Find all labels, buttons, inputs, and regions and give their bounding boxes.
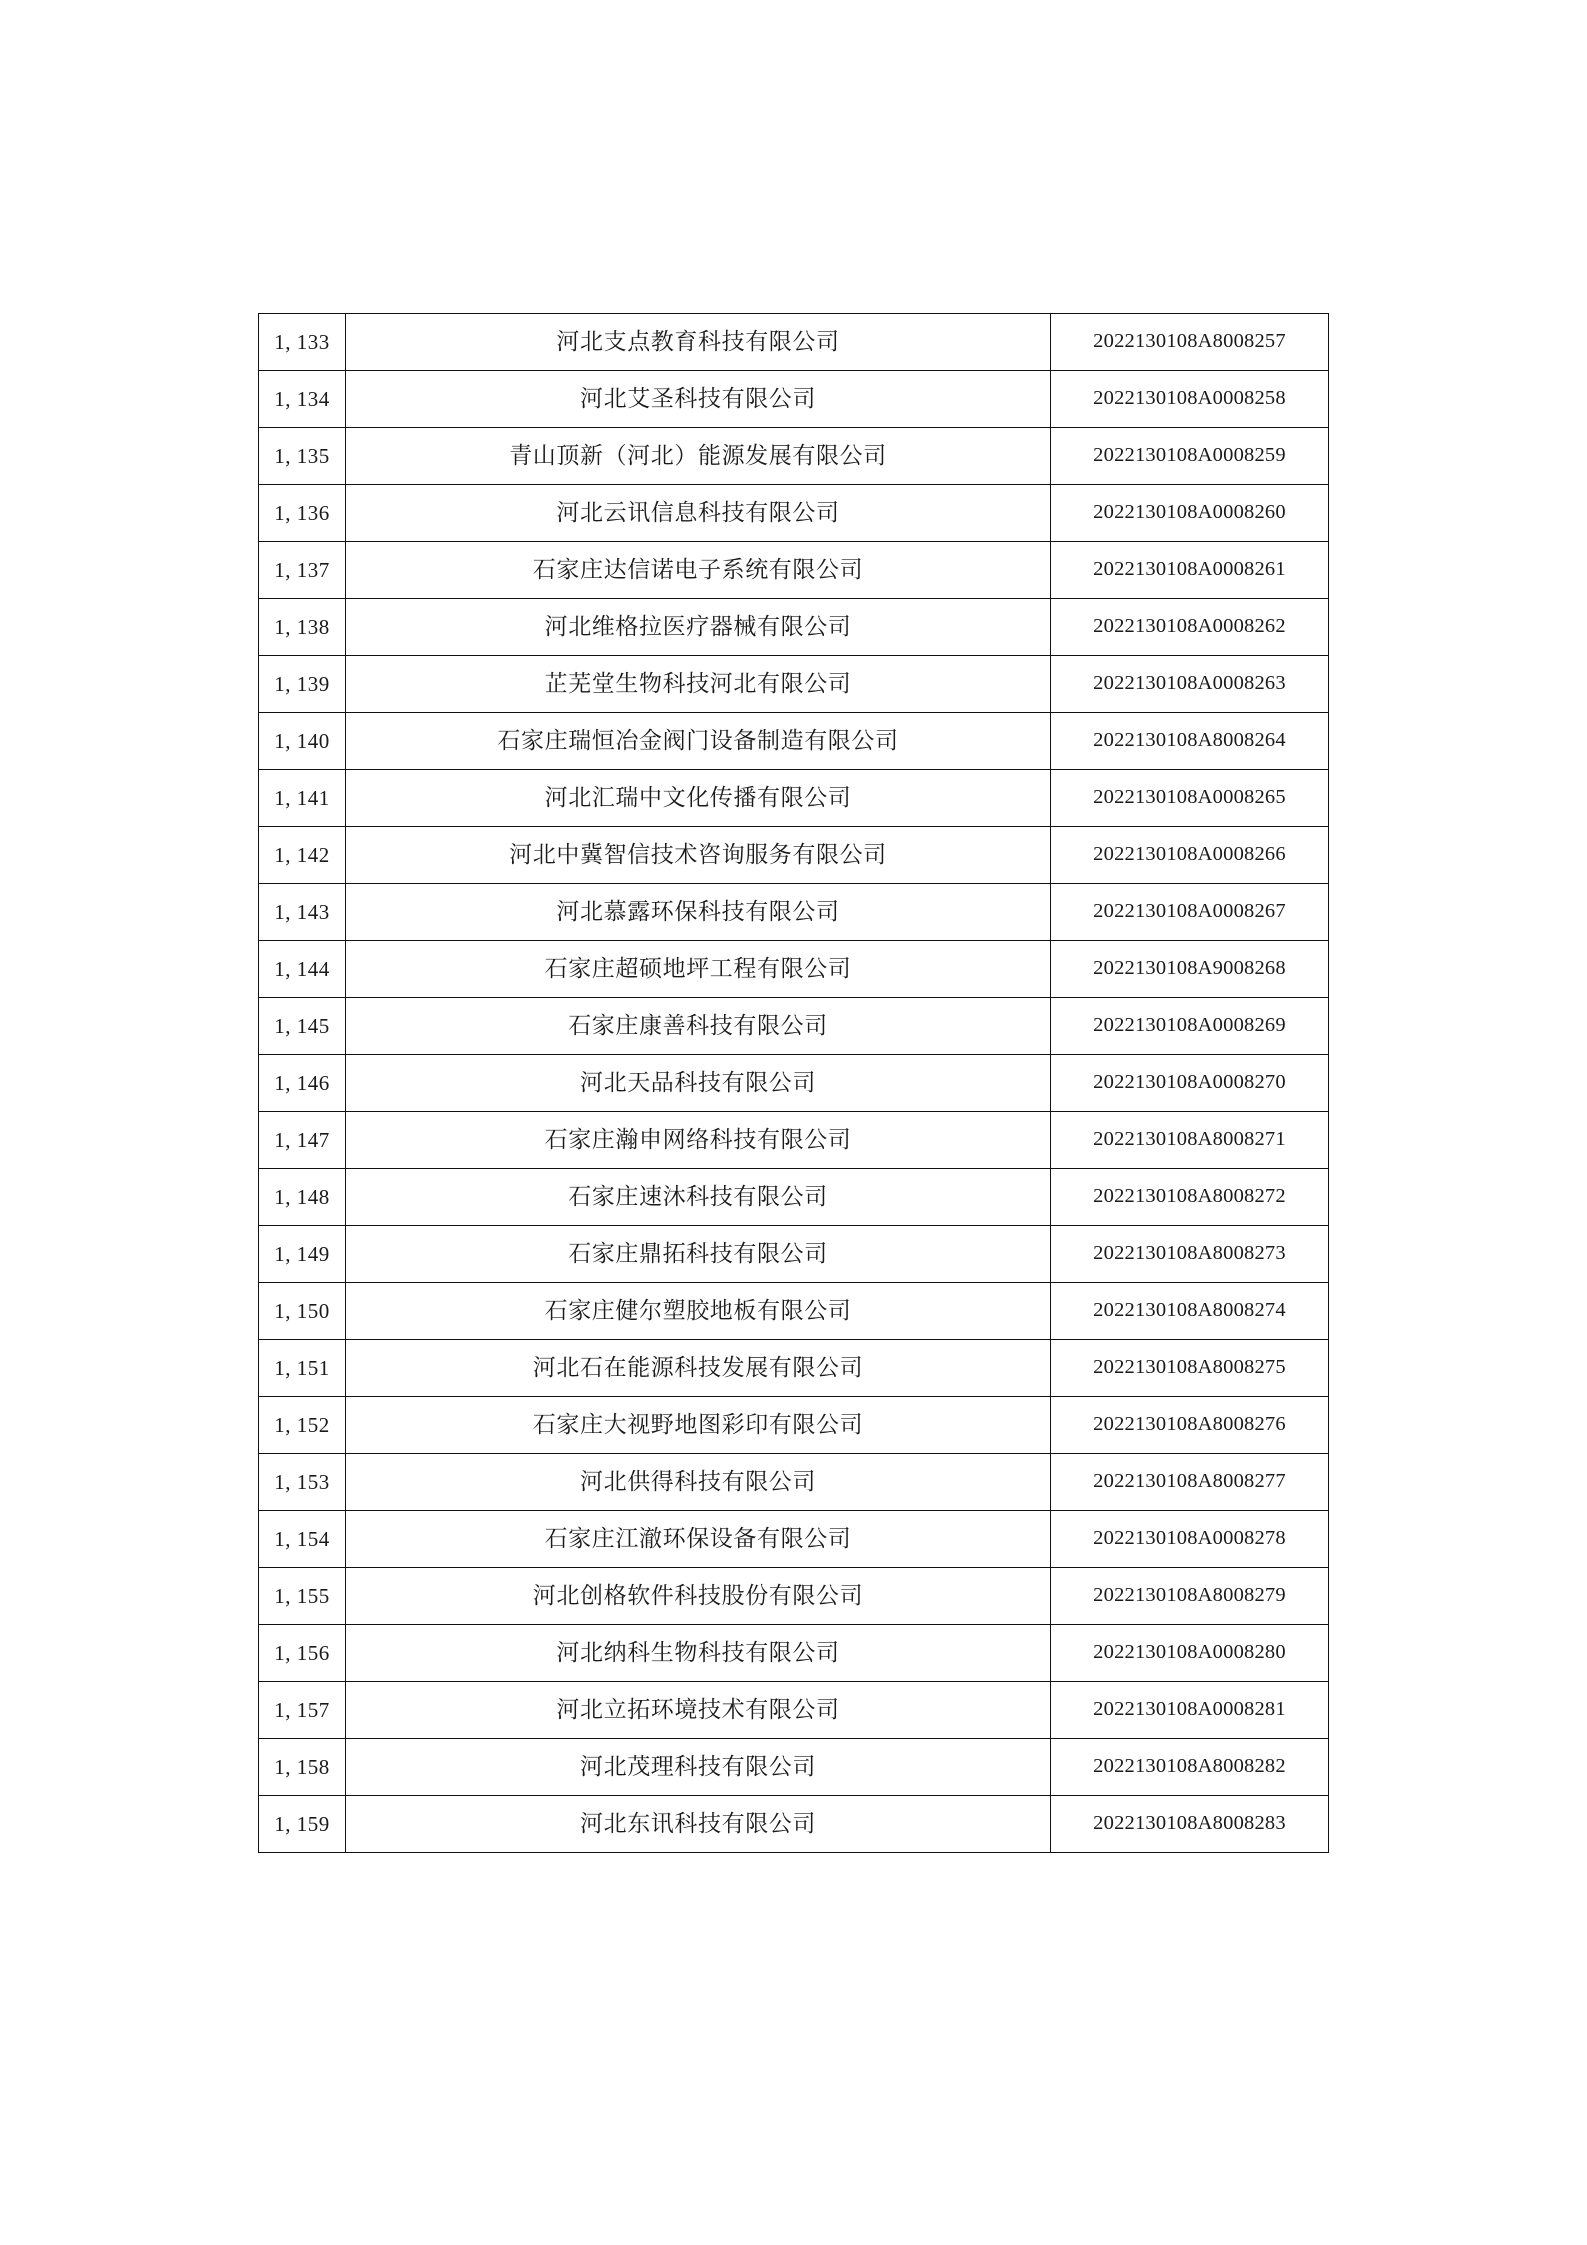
- table-row: [259, 1739, 1329, 1796]
- company-name-cell: 河北立拓环境技术有限公司: [346, 1682, 1051, 1739]
- registration-code-cell: 2022130108A0008259: [1051, 428, 1329, 485]
- company-name-cell: 石家庄健尔塑胶地板有限公司: [346, 1283, 1051, 1340]
- table-row: [259, 1454, 1329, 1511]
- company-name-cell: 河北纳科生物科技有限公司: [346, 1625, 1051, 1682]
- row-index-cell: 1, 147: [259, 1112, 346, 1169]
- table-row: [259, 656, 1329, 713]
- table-row: [259, 1055, 1329, 1112]
- registration-code-cell: 2022130108A8008277: [1051, 1454, 1329, 1511]
- registration-code-cell: 2022130108A0008266: [1051, 827, 1329, 884]
- row-index-cell: 1, 158: [259, 1739, 346, 1796]
- table-row: [259, 998, 1329, 1055]
- table-row: [259, 1283, 1329, 1340]
- table-row: [259, 428, 1329, 485]
- registration-code-cell: 2022130108A8008273: [1051, 1226, 1329, 1283]
- table-row: [259, 1511, 1329, 1568]
- company-name-cell: 河北支点教育科技有限公司: [346, 314, 1051, 371]
- registration-code-cell: 2022130108A0008262: [1051, 599, 1329, 656]
- company-name-cell: 石家庄康善科技有限公司: [346, 998, 1051, 1055]
- row-index-cell: 1, 150: [259, 1283, 346, 1340]
- row-index-cell: 1, 140: [259, 713, 346, 770]
- company-name-cell: 河北创格软件科技股份有限公司: [346, 1568, 1051, 1625]
- table-row: [259, 1169, 1329, 1226]
- registration-code-cell: 2022130108A8008276: [1051, 1397, 1329, 1454]
- registration-code-cell: 2022130108A8008264: [1051, 713, 1329, 770]
- registration-code-cell: 2022130108A0008281: [1051, 1682, 1329, 1739]
- row-index-cell: 1, 159: [259, 1796, 346, 1853]
- company-registry-table: [258, 313, 1329, 1853]
- company-name-cell: 石家庄江澈环保设备有限公司: [346, 1511, 1051, 1568]
- company-name-cell: 石家庄瑞恒冶金阀门设备制造有限公司: [346, 713, 1051, 770]
- row-index-cell: 1, 145: [259, 998, 346, 1055]
- company-name-cell: 河北供得科技有限公司: [346, 1454, 1051, 1511]
- company-name-cell: 芷芜堂生物科技河北有限公司: [346, 656, 1051, 713]
- registration-code-cell: 2022130108A8008257: [1051, 314, 1329, 371]
- registration-code-cell: 2022130108A0008260: [1051, 485, 1329, 542]
- row-index-cell: 1, 135: [259, 428, 346, 485]
- row-index-cell: 1, 156: [259, 1625, 346, 1682]
- registration-code-cell: 2022130108A9008268: [1051, 941, 1329, 998]
- table-row: [259, 599, 1329, 656]
- registration-code-cell: 2022130108A8008279: [1051, 1568, 1329, 1625]
- registration-code-cell: 2022130108A0008265: [1051, 770, 1329, 827]
- table-row: [259, 1397, 1329, 1454]
- row-index-cell: 1, 134: [259, 371, 346, 428]
- company-name-cell: 河北汇瑞中文化传播有限公司: [346, 770, 1051, 827]
- registration-code-cell: 2022130108A0008270: [1051, 1055, 1329, 1112]
- row-index-cell: 1, 157: [259, 1682, 346, 1739]
- company-name-cell: 石家庄速沐科技有限公司: [346, 1169, 1051, 1226]
- company-registry-table-container: [258, 313, 1328, 1853]
- registration-code-cell: 2022130108A0008278: [1051, 1511, 1329, 1568]
- row-index-cell: 1, 154: [259, 1511, 346, 1568]
- registration-code-cell: 2022130108A0008261: [1051, 542, 1329, 599]
- company-name-cell: 河北艾圣科技有限公司: [346, 371, 1051, 428]
- table-row: [259, 770, 1329, 827]
- table-row: [259, 827, 1329, 884]
- table-body: [259, 314, 1329, 1853]
- table-row: [259, 941, 1329, 998]
- row-index-cell: 1, 144: [259, 941, 346, 998]
- registration-code-cell: 2022130108A8008272: [1051, 1169, 1329, 1226]
- row-index-cell: 1, 148: [259, 1169, 346, 1226]
- row-index-cell: 1, 153: [259, 1454, 346, 1511]
- company-name-cell: 石家庄达信诺电子系统有限公司: [346, 542, 1051, 599]
- table-row: [259, 485, 1329, 542]
- table-row: [259, 1226, 1329, 1283]
- company-name-cell: 石家庄超硕地坪工程有限公司: [346, 941, 1051, 998]
- company-name-cell: 石家庄瀚申网络科技有限公司: [346, 1112, 1051, 1169]
- company-name-cell: 河北天品科技有限公司: [346, 1055, 1051, 1112]
- registration-code-cell: 2022130108A0008280: [1051, 1625, 1329, 1682]
- row-index-cell: 1, 137: [259, 542, 346, 599]
- company-name-cell: 青山顶新（河北）能源发展有限公司: [346, 428, 1051, 485]
- registration-code-cell: 2022130108A8008282: [1051, 1739, 1329, 1796]
- table-row: [259, 713, 1329, 770]
- row-index-cell: 1, 152: [259, 1397, 346, 1454]
- registration-code-cell: 2022130108A0008263: [1051, 656, 1329, 713]
- table-row: [259, 1625, 1329, 1682]
- company-name-cell: 河北云讯信息科技有限公司: [346, 485, 1051, 542]
- row-index-cell: 1, 151: [259, 1340, 346, 1397]
- table-row: [259, 1568, 1329, 1625]
- company-name-cell: 石家庄鼎拓科技有限公司: [346, 1226, 1051, 1283]
- company-name-cell: 河北石在能源科技发展有限公司: [346, 1340, 1051, 1397]
- registration-code-cell: 2022130108A8008275: [1051, 1340, 1329, 1397]
- row-index-cell: 1, 142: [259, 827, 346, 884]
- row-index-cell: 1, 139: [259, 656, 346, 713]
- row-index-cell: 1, 133: [259, 314, 346, 371]
- table-row: [259, 1682, 1329, 1739]
- row-index-cell: 1, 141: [259, 770, 346, 827]
- row-index-cell: 1, 149: [259, 1226, 346, 1283]
- row-index-cell: 1, 138: [259, 599, 346, 656]
- table-row: [259, 1112, 1329, 1169]
- row-index-cell: 1, 155: [259, 1568, 346, 1625]
- table-row: [259, 1340, 1329, 1397]
- registration-code-cell: 2022130108A0008269: [1051, 998, 1329, 1055]
- table-row: [259, 884, 1329, 941]
- registration-code-cell: 2022130108A0008258: [1051, 371, 1329, 428]
- company-name-cell: 河北中冀智信技术咨询服务有限公司: [346, 827, 1051, 884]
- registration-code-cell: 2022130108A8008274: [1051, 1283, 1329, 1340]
- registration-code-cell: 2022130108A0008267: [1051, 884, 1329, 941]
- company-name-cell: 河北慕露环保科技有限公司: [346, 884, 1051, 941]
- company-name-cell: 河北茂理科技有限公司: [346, 1739, 1051, 1796]
- table-row: [259, 314, 1329, 371]
- company-name-cell: 河北东讯科技有限公司: [346, 1796, 1051, 1853]
- registration-code-cell: 2022130108A8008271: [1051, 1112, 1329, 1169]
- registration-code-cell: 2022130108A8008283: [1051, 1796, 1329, 1853]
- table-row: [259, 1796, 1329, 1853]
- row-index-cell: 1, 146: [259, 1055, 346, 1112]
- table-row: [259, 542, 1329, 599]
- company-name-cell: 石家庄大视野地图彩印有限公司: [346, 1397, 1051, 1454]
- row-index-cell: 1, 136: [259, 485, 346, 542]
- company-name-cell: 河北维格拉医疗器械有限公司: [346, 599, 1051, 656]
- table-row: [259, 371, 1329, 428]
- row-index-cell: 1, 143: [259, 884, 346, 941]
